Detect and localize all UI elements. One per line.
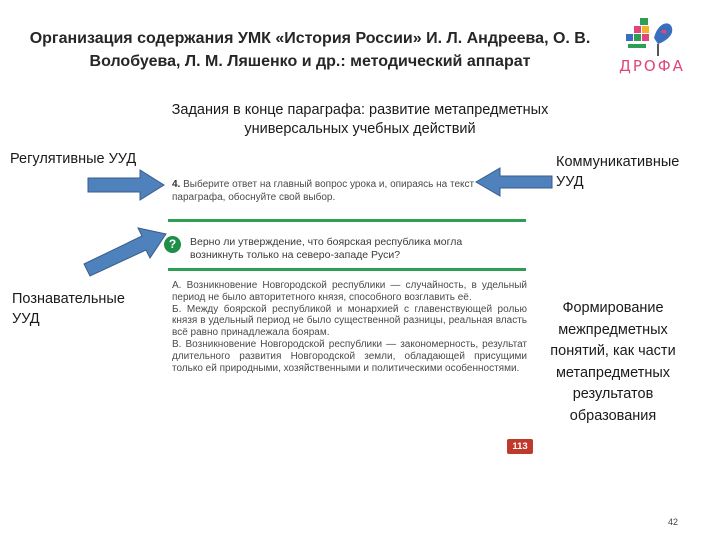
task-number: 4. bbox=[172, 179, 181, 190]
task-body: Выберите ответ на главный вопрос урока и, опираясь на текст параграфа, обоснуйте свой выбор. bbox=[172, 179, 475, 203]
task-text bbox=[172, 178, 502, 204]
slide-title: Организация содержания УМК «История России» И. Л. Андреева, О. В. Волобуева, Л. М. Ляшенко и др.: методический аппарат bbox=[29, 30, 591, 70]
answer-b: Б. Между боярской республикой и монархией с главенствующей ролью князя в удельный период не было существенной разницы, реальная власть всё равно принадлежала боярам. bbox=[172, 303, 527, 339]
label-interdisciplinary-concepts: Формирование межпредметных понятий, как части метапредметных результатов образования bbox=[550, 300, 676, 424]
label-regulative-uud: Регулятивные УУД bbox=[10, 151, 137, 167]
divider-green-top bbox=[168, 219, 526, 222]
textbook-page-badge: 113 bbox=[507, 439, 533, 454]
divider-green-bottom bbox=[168, 268, 526, 271]
logo-wordmark: ДРОФА bbox=[619, 57, 685, 75]
main-question: Верно ли утверждение, что боярская республика могла возникнуть только на северо-западе Руси? bbox=[190, 236, 463, 261]
slide-number: 42 bbox=[668, 517, 679, 527]
answer-options bbox=[172, 280, 527, 374]
slide-subtitle: Задания в конце параграфа: развитие метапредметных универсальных учебных действий bbox=[171, 102, 549, 137]
label-cognitive-uud: Познавательные УУД bbox=[12, 291, 125, 327]
label-communicative-uud: Коммуникативные УУД bbox=[556, 154, 680, 190]
question-icon: ? bbox=[164, 236, 181, 253]
answer-c: В. Возникновение Новгородской республики — закономерность, результат длительного развития Новгородской земли, обладающей присущими только ей природными, хозяйственными и политическими особенностями. bbox=[172, 338, 527, 374]
answer-a: А. Возникновение Новгородской республики — случайность, в удельный период не было авторитетного князя, способного возглавить её. bbox=[172, 280, 527, 303]
